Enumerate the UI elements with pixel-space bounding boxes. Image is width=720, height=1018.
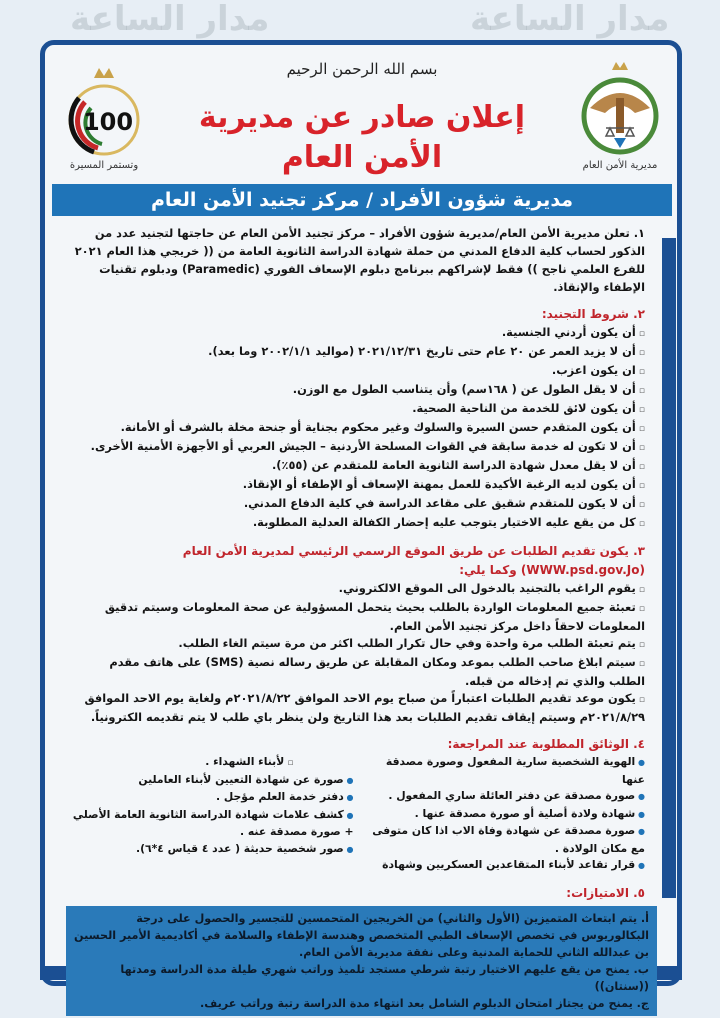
section3 [70,542,645,726]
psd-logo [568,58,672,171]
list-item: ▫ أن يكون لديه الرغبة الأكيدة للعمل بمهنة الإسعاف أو الإطفاء أو الإنقاذ. [70,476,645,495]
header [52,58,672,178]
document-item: ● صور شخصية حديثة ( عدد ٤ قياس ٤*٦). [70,841,354,859]
document-item: ● شهادة ولادة أصلية أو صورة مصدقة عنها . [362,806,646,824]
list-item: ▫ أن لا يقل الطول عن ( ١٦٨سم) وأن يتناسب الطول مع الوزن. [70,381,645,400]
content [52,216,672,1016]
list-item: ▫ كل من يقع عليه الاختيار يتوجب عليه إحضار الكفالة العدلية المطلوبة. [70,514,645,533]
section4-left-list [70,754,354,875]
section5 [70,884,649,1016]
centennial-emblem-icon [54,58,154,158]
document-item: ● الهوية الشخصية سارية المفعول وصورة مصدقة عنها [362,754,646,788]
centennial-logo [52,58,156,171]
list-item: ▫ أن يكون أردني الجنسية. [70,324,645,343]
section4-heading: ٤. الوثائق المطلوبة عند المراجعة: [447,737,645,751]
page-title-line1: إعلان صادر عن مديرية [198,100,526,135]
department-banner: مديرية شؤون الأفراد / مركز تجنيد الأمن العام [52,184,672,216]
document-item-continuation: ▫ لأبناء الشهداء . [70,754,354,772]
title-block [156,58,568,178]
section3-heading: ٣. يكون تقديم الطلبات عن طريق الموقع الرسمي الرئيسي لمديرية الأمن العام (WWW.psd.gov.Jo) وكما يلي: [182,544,645,577]
benefit-item: ب. يمنح من يقع عليهم الاختيار رتبة شرطي مستجد تلميذ وراتب شهري طيلة مدة الدراسة ومدتها ((سنتان)) [120,962,649,993]
documents-columns [70,754,645,875]
section2 [70,305,645,533]
benefit-item: ج. يمنح من يجتاز امتحان الدبلوم الشامل بعد انتهاء مدة الدراسة رتبة وراتب عريف. [200,996,649,1010]
benefits-box [66,906,657,1016]
benefit-item: أ. يتم ابتعاث المتميزين (الأول والثاني) من الخريجين المتحمسين للتجسير والحصول على درجة البكالوريوس في تخصص الإسعاف الطبي المتخصص وهندسة الإطفاء والسلامة في أكاديمية الأمير الحسين بن عبدالله الثاني للحماية المدنية وعلى نفقة مديرية الأمن العام. [74,911,649,959]
document-item: ● صورة عن شهادة التعيين لأبناء العاملين [70,772,354,790]
list-item: ▫ أن لا يكون للمتقدم شقيق على مقاعد الدراسة في كلية الدفاع المدني. [70,495,645,514]
list-item: ▫ أن يكون لائق للخدمة من الناحية الصحية. [70,400,645,419]
list-item: ▫ سيتم ابلاغ صاحب الطلب بموعد ومكان المقابلة عن طريق رساله نصية (SMS) على هاتف مقدم الطلب والذي تم إدخاله من قبله. [70,654,645,690]
list-item: ▫ أن لا يزيد العمر عن ٢٠ عام حتى تاريخ ٢٠٢١/١٢/٣١ (مواليد ٢٠٠٢/١/١ وما بعد). [70,343,645,362]
document-item: ● كشف علامات شهادة الدراسة الثانوية العامة الأصلي + صورة مصدقة عنه . [70,807,354,841]
section4 [70,735,645,875]
list-item: ▫ تعبئة جميع المعلومات الواردة بالطلب بحيث يتحمل المسؤولية عن صحة المعلومات وسيتم تدقيق المعلومات لاحقاً داخل مركز تجنيد الأمن العام. [70,599,645,635]
list-item: ▫ أن يكون المتقدم حسن السيرة والسلوك وغير محكوم بجناية أو جنحة مخلة بالشرف أو الأمانة. [70,419,645,438]
page-title-line2: الأمن العام [281,140,443,175]
section2-heading: ٢. شروط التجنيد: [541,307,645,321]
centennial-number: 100 [82,108,134,136]
psd-eagle-emblem-icon [570,58,670,158]
section4-right-list [362,754,646,875]
document-item: ● صورة مصدقة عن شهادة وفاة الاب اذا كان متوفى مع مكان الولادة . [362,823,646,857]
list-item: ▫ يكون موعد تقديم الطلبات اعتباراً من صباح يوم الاحد الموافق ٢٠٢١/٨/٢٢م ولغاية يوم الاحد الموافق ٢٠٢١/٨/٢٩م وسيتم إيقاف تقديم الطلبات بعد هذا التاريخ ولن ينظر باي طلب لا يتم تقديمه الكترونياً. [70,690,645,726]
psd-caption: مديرية الأمن العام [582,160,658,171]
list-item: ▫ أن لا يقل معدل شهادة الدراسة الثانوية العامة للمتقدم عن (٥٥٪). [70,457,645,476]
document-item: ● صورة مصدقة عن دفتر العائلة ساري المفعول . [362,788,646,806]
document-body [52,58,672,1016]
document-item: ● قرار تقاعد لأبناء المتقاعدين العسكريين وشهادة [362,857,646,875]
centennial-caption: وتستمر المسيرة [69,160,139,171]
watermark: مدار الساعة [70,0,270,39]
section1-text: ١. تعلن مديرية الأمن العام/مديرية شؤون الأفراد – مركز تجنيد الأمن العام عن حاجتها لتجنيد عدد من الذكور لحساب كلية الدفاع المدني من حملة شهادة الدراسة الثانوية العامة من (( خريجي هذا العام ٢٠٢١ للفرع العلمي ناجح )) فقط لإشراكهم ببرنامج دبلوم الإسعاف الفوري (Paramedic) ودبلوم تقنيات الإطفاء والإنقاذ. [74,226,645,294]
list-item: ▫ ان يكون اعزب. [70,362,645,381]
list-item: ▫ أن لا تكون له خدمة سابقة في القوات المسلحة الأردنية – الجيش العربي أو الأجهزة الأمنية الأخرى. [70,438,645,457]
basmala: بسم الله الرحمن الرحيم [286,60,438,78]
list-item: ▫ يتم تعبئة الطلب مرة واحدة وفي حال تكرار الطلب اكثر من مرة سيتم الغاء الطلب. [70,635,645,654]
section5-heading: ٥. الامتيازات: [566,885,645,900]
document-item: ● دفتر خدمة العلم مؤجل . [70,789,354,807]
list-item: ▫ يقوم الراغب بالتجنيد بالدخول الى الموقع الالكتروني. [70,580,645,599]
watermark: مدار الساعة [470,0,670,39]
